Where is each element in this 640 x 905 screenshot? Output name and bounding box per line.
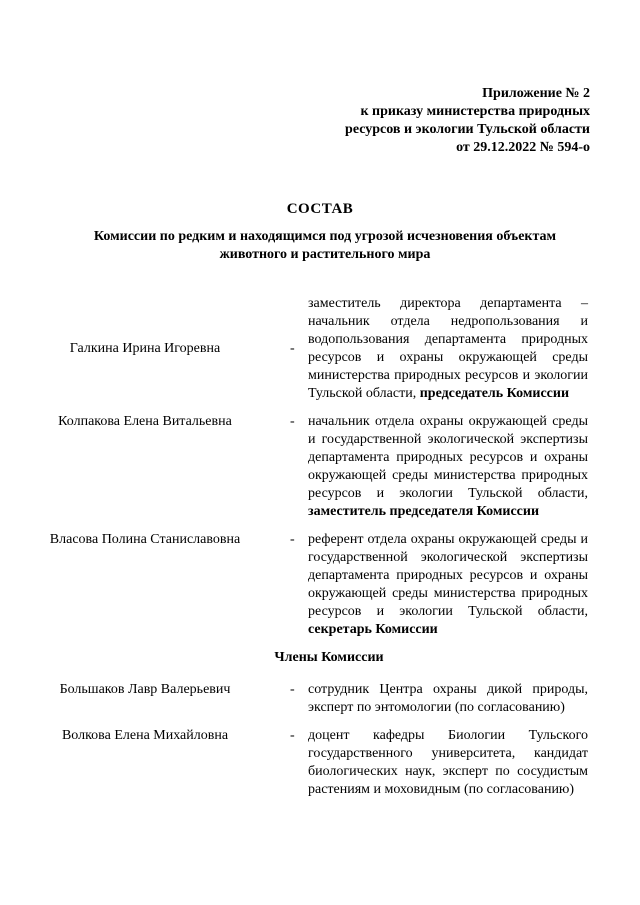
member-role xyxy=(308,295,588,403)
appendix-line-1: Приложение № 2 xyxy=(482,86,590,101)
member-name: Колпакова Елена Витальевна xyxy=(58,414,232,429)
member-name: Галкина Ирина Игоревна xyxy=(69,341,221,356)
dash-separator: - xyxy=(290,682,295,697)
leadership-row xyxy=(0,413,640,521)
members-section-title: Члены Комиссии xyxy=(274,650,384,665)
dash-separator: - xyxy=(290,341,295,356)
member-role xyxy=(308,531,588,639)
role-text: заместитель директора департамента – начальник отдела недропользования и водопользования департамента природных ресурсов и охраны окружающей среды министерства природных ресурсов и экологии Тульской области, xyxy=(308,296,588,401)
member-role: сотрудник Центра охраны дикой природы, эксперт по энтомологии (по согласованию) xyxy=(308,682,588,715)
document-heading: СОСТАВ xyxy=(286,201,354,217)
member-name: Власова Полина Станиславовна xyxy=(49,532,241,547)
member-role xyxy=(308,413,588,521)
document-subheading: Комиссии по редким и находящимся под угрозой исчезновения объектам животного и растительного мира xyxy=(93,229,557,262)
dash-separator: - xyxy=(290,728,295,743)
role-text: начальник отдела охраны окружающей среды и государственной экологической экспертизы департамента природных ресурсов и охраны окружающей среды министерства природных ресурсов и экологии Тульской области, xyxy=(308,414,588,501)
leadership-row xyxy=(0,295,640,403)
members-list xyxy=(0,295,640,809)
role-title: заместитель председателя Комиссии xyxy=(308,504,540,519)
member-role: доцент кафедры Биологии Тульского государственного университета, кандидат биологических наук, эксперт по сосудистым растениям и моховидным (по согласованию) xyxy=(308,728,588,797)
member-name: Волкова Елена Михайловна xyxy=(61,728,229,743)
dash-separator: - xyxy=(290,532,295,547)
appendix-line-2: к приказу министерства природных xyxy=(360,104,590,119)
member-row xyxy=(0,681,640,717)
appendix-line-3: ресурсов и экологии Тульской области xyxy=(345,122,590,137)
leadership-row xyxy=(0,531,640,639)
appendix-block xyxy=(270,85,590,157)
role-title: секретарь Комиссии xyxy=(308,622,438,637)
role-text: референт отдела охраны окружающей среды и государственной экологической экспертизы департамента природных ресурсов и охраны окружающей среды министерства природных ресурсов и экологии Тульской области, xyxy=(308,532,588,619)
member-name: Большаков Лавр Валерьевич xyxy=(59,682,231,697)
dash-separator: - xyxy=(290,414,295,429)
member-row xyxy=(0,727,640,799)
role-title: председатель Комиссии xyxy=(419,386,570,401)
appendix-line-4: от 29.12.2022 № 594-о xyxy=(456,140,590,155)
